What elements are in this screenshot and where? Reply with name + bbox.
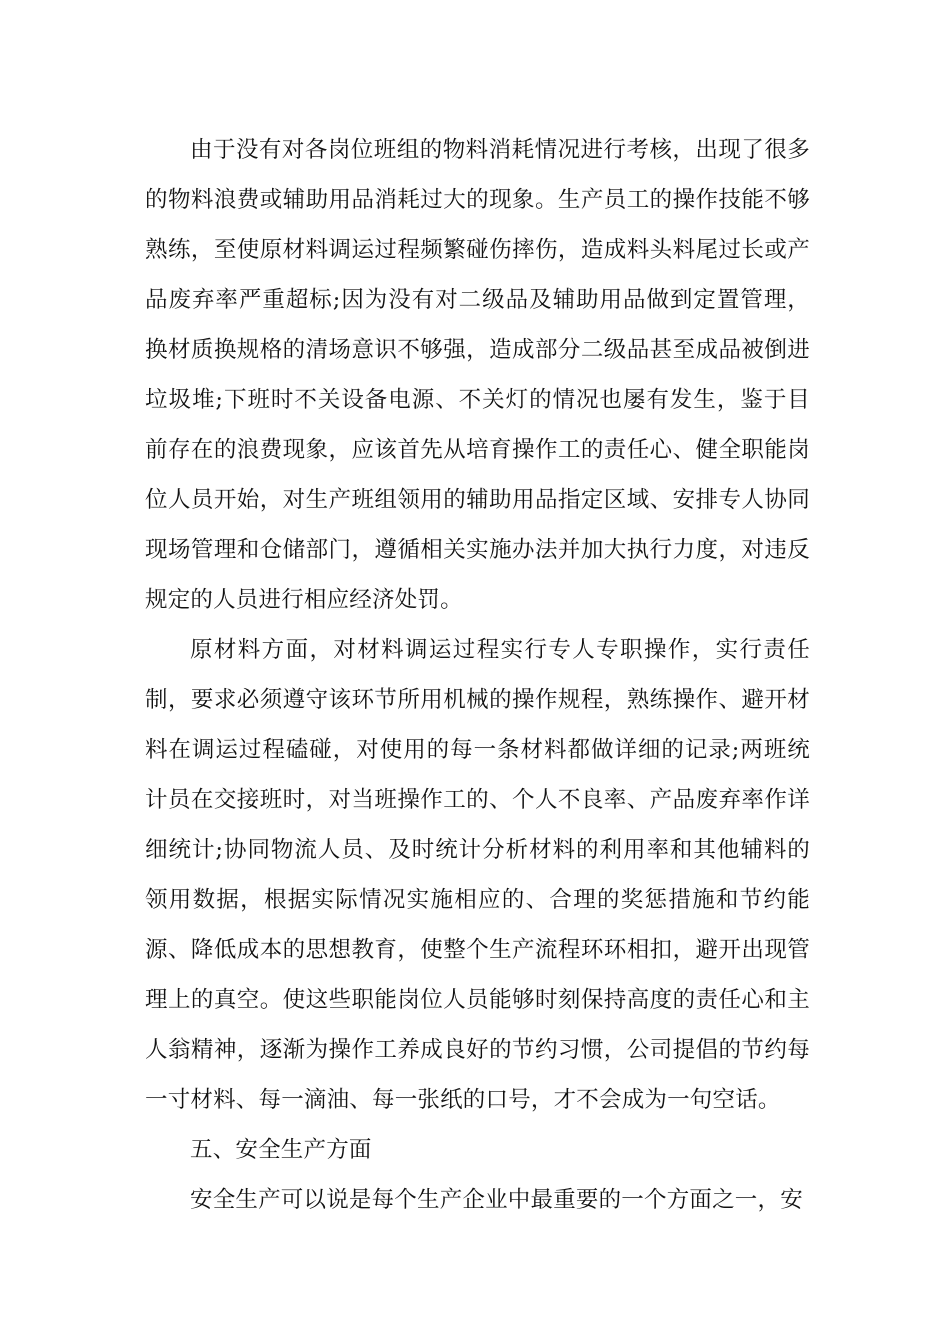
section-heading-safety: 五、安全生产方面 — [190, 1137, 372, 1163]
paragraph-raw-materials: 原材料方面，对材料调运过程实行专人专职操作，实行责任制，要求必须遵守该环节所用机械的操作规程，熟练操作、避开材料在调运过程磕碰，对使用的每一条材料都做详细的记录;两班统计员在交接班时，对当班操作工的、个人不良率、产品废弃率作详细统计;协同物流人员、及时统计分析材料的利用率和其他辅料的领用数据，根据实际情况实施相应的、合理的奖惩措施和节约能源、降低成本的思想教育，使整个生产流程环环相扣，避开出现管理上的真空。使这些职能岗位人员能够时刻保持高度的责任心和主人翁精神，逐渐为操作工养成良好的节约习惯，公司提倡的节约每一寸材料、每一滴油、每一张纸的口号，才不会成为一句空话。 — [145, 637, 810, 1113]
document-body — [145, 125, 810, 1225]
paragraph-safety-intro: 安全生产可以说是每个生产企业中最重要的一个方面之一，安 — [190, 1187, 803, 1213]
paragraph-material-waste: 由于没有对各岗位班组的物料消耗情况进行考核，出现了很多的物料浪费或辅助用品消耗过大的现象。生产员工的操作技能不够熟练，至使原材料调运过程频繁碰伤摔伤，造成料头料尾过长或产品废弃率严重超标;因为没有对二级品及辅助用品做到定置管理，换材质换规格的清场意识不够强，造成部分二级品甚至成品被倒进垃圾堆;下班时不关设备电源、不关灯的情况也屡有发生，鉴于目前存在的浪费现象，应该首先从培育操作工的责任心、健全职能岗位人员开始，对生产班组领用的辅助用品指定区域、安排专人协同现场管理和仓储部门，遵循相关实施办法并加大执行力度，对违反规定的人员进行相应经济处罚。 — [145, 137, 810, 613]
